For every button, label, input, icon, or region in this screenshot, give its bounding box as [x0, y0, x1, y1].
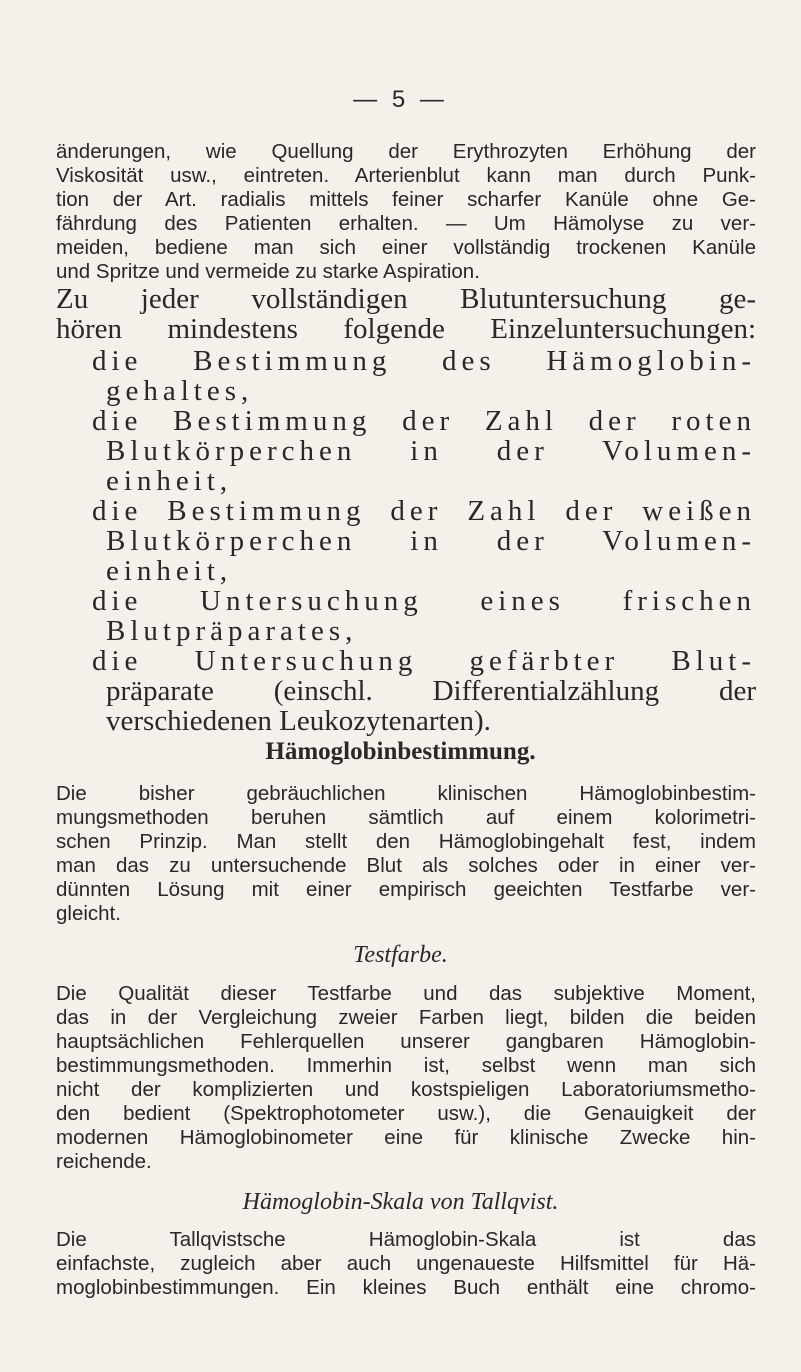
list-item: einheit, — [106, 555, 233, 587]
list-item: die Untersuchung gefärbter Blut- — [92, 645, 756, 677]
text-line: moglobinbestimmungen. Ein kleines Buch enthält eine chromo- — [56, 1276, 756, 1299]
text-line: Die Tallqvistsche Hämoglobin-Skala ist das — [56, 1228, 756, 1251]
list-item: die Bestimmung der Zahl der roten — [92, 405, 756, 437]
text-line: modernen Hämoglobinometer eine für klinische Zwecke hin- — [56, 1126, 756, 1149]
text-line: nicht der komplizierten und kostspieligen Laboratoriumsmetho- — [56, 1078, 756, 1101]
subheading-testfarbe: Testfarbe. — [353, 942, 448, 968]
text-line: Die bisher gebräuchlichen klinischen Hämoglobinbestim- — [56, 782, 756, 805]
list-item: die Bestimmung der Zahl der weißen — [92, 495, 756, 527]
list-item: Blutpräparates, — [106, 615, 358, 647]
list-item: Blutkörperchen in der Volumen- — [106, 435, 756, 467]
text-line: man das zu untersuchende Blut als solches oder in einer ver- — [56, 854, 756, 877]
text-line: Die Qualität dieser Testfarbe und das subjektive Moment, — [56, 982, 756, 1005]
text-line: einfachste, zugleich aber auch ungenaueste Hilfsmittel für Hä- — [56, 1252, 756, 1275]
list-item: die Bestimmung des Hämoglobin- — [92, 345, 756, 377]
text-line: hauptsächlichen Fehlerquellen unserer gangbaren Hämoglobin- — [56, 1030, 756, 1053]
list-item: präparate (einschl. Differentialzählung der — [106, 675, 756, 707]
examination-list — [56, 346, 756, 736]
text-line: gleicht. — [56, 902, 121, 925]
text-line: fährdung des Patienten erhalten. — Um Hämolyse zu ver- — [56, 212, 756, 235]
list-item: verschiedenen Leukozytenarten). — [106, 705, 491, 737]
text-line: bestimmungsmethoden. Immerhin ist, selbst wenn man sich — [56, 1054, 756, 1077]
text-line: mungsmethoden beruhen sämtlich auf einem kolorimetri- — [56, 806, 756, 829]
text-line: reichende. — [56, 1150, 152, 1173]
text-line: hören mindestens folgende Einzeluntersuchungen: — [56, 313, 756, 345]
text-line: schen Prinzip. Man stellt den Hämoglobingehalt fest, indem — [56, 830, 756, 853]
text-line: änderungen, wie Quellung der Erythrozyten Erhöhung der — [56, 140, 756, 163]
text-line: und Spritze und vermeide zu starke Aspiration. — [56, 260, 480, 283]
paragraph-testfarbe — [56, 982, 756, 1174]
list-item: gehaltes, — [106, 375, 254, 407]
text-line: meiden, bediene man sich einer vollständig trockenen Kanüle — [56, 236, 756, 259]
text-line: tion der Art. radialis mittels feiner scharfer Kanüle ohne Ge- — [56, 188, 756, 211]
section-heading: Hämoglobinbestimmung. — [265, 738, 536, 765]
text-line: den bedient (Spektrophotometer usw.), die Genauigkeit der — [56, 1102, 756, 1125]
paragraph-tallqvist — [56, 1228, 756, 1300]
text-line: Zu jeder vollständigen Blutuntersuchung ge- — [56, 283, 756, 315]
intro-paragraph — [56, 140, 756, 284]
page-number: — 5 — — [353, 86, 448, 113]
subheading-tallqvist: Hämoglobin-Skala von Tallqvist. — [242, 1189, 559, 1215]
text-line: Viskosität usw., eintreten. Arterienblut kann man durch Punk- — [56, 164, 756, 187]
list-item: Blutkörperchen in der Volumen- — [106, 525, 756, 557]
text-line: das in der Vergleichung zweier Farben liegt, bilden die beiden — [56, 1006, 756, 1029]
list-intro — [56, 284, 756, 344]
paragraph-hb-methods — [56, 782, 756, 926]
list-item: einheit, — [106, 465, 233, 497]
text-line: dünnten Lösung mit einer empirisch geeichten Testfarbe ver- — [56, 878, 756, 901]
list-item: die Untersuchung eines frischen — [92, 585, 756, 617]
